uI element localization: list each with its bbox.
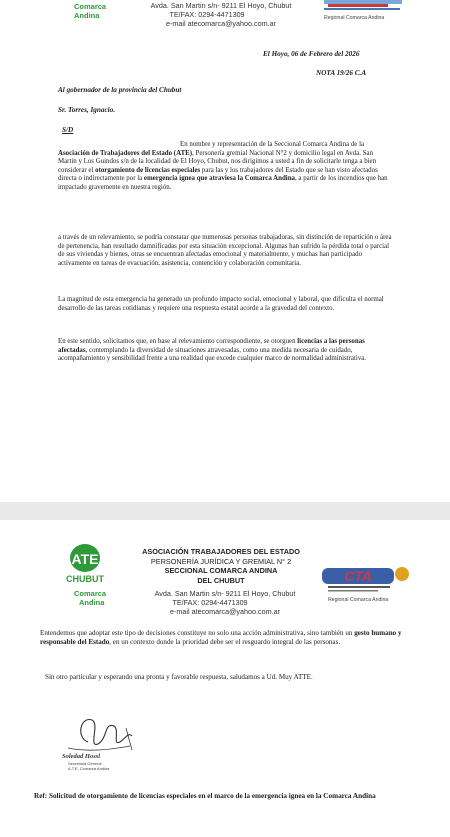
org-name-left: [74, 2, 106, 20]
reference-line: Ref: Solicitud de otorgamiento de licencias especiales en el marco de la emergencia ígnea en la Comarca Andina: [34, 792, 376, 800]
recipient: Al gobernador de la provincia del Chubut: [58, 86, 182, 94]
header-contact: [146, 1, 296, 28]
signature-role: Secretaria General: [68, 761, 102, 766]
p1-text-a: En nombre y representación de la Seccional Comarca Andina de la: [180, 141, 365, 148]
p4-bold-licencias: licencias a las personas afectadas: [58, 338, 365, 354]
header-email-2: e-mail atecomarca@yahoo.com.ar: [170, 607, 280, 616]
p2-bold-gesto: gesto humano y responsable del Estado: [40, 629, 402, 646]
p2-paragraph-1: [40, 629, 410, 647]
signature-org: A.T.E. Comarca Andina: [68, 766, 110, 771]
header-regional: Regional Comarca Andina: [324, 15, 385, 21]
header-address-2: Avda. San Martin s/n- 9211 El Hoyo, Chubut: [154, 589, 296, 598]
header-org-name: ASOCIACIÓN TRABAJADORES DEL ESTADO: [142, 547, 300, 556]
org-name-left-2: [74, 589, 106, 607]
paragraph-1: [58, 141, 388, 193]
salutation: Sr. Torres, Ignacio.: [58, 106, 116, 114]
p2-text-a: Entendemos que adoptar este tipo de decisiones constituye no solo una acción administrativa, sino también un: [40, 629, 355, 637]
ate-logo-subtext: CHUBUT: [66, 574, 104, 584]
header-contact-2: [145, 589, 305, 616]
p1-bold-licencias: otorgamiento de licencias especiales: [95, 166, 201, 174]
paragraph-3: La magnitud de esta emergencia ha generado un profundo impacto social, emocional y laboral, que dificulta el normal desarrollo de las tareas cotidianas y requiere una respuesta estatal acorde a la gravedad del contexto.: [58, 296, 384, 312]
header-seccional: SECCIONAL COMARCA ANDINA: [164, 566, 278, 575]
org-name-line1-2: Comarca: [74, 589, 107, 598]
ate-logo-icon: [62, 542, 108, 586]
paragraph-2: a través de un relevamiento, se podría constatar que numerosas personas trabajadoras, sin distinción de repartición o área de pertenencia, han resultado damnificadas por esta situación excepcional. Algunas han sufrido la pérdida total o parcial de sus viviendas y bienes, otras se encuentran afectadas emocional y materialmente, y muchas han participado activamente en tareas de evacuación, asistencia, contención y colaboración comunitaria.: [58, 234, 392, 267]
org-name-line2-2: Andina: [79, 598, 105, 607]
p2-text-c: , en un contexto donde la prioridad debe ser el resguardo integral de las personas.: [109, 638, 341, 646]
note-number: NOTA 19/26 C.A: [316, 69, 367, 77]
org-name-line2: Andina: [74, 11, 100, 20]
org-name-line1: Comarca: [74, 2, 107, 11]
p4-text-c: , contemplando la diversidad de situaciones atravesadas, como una medida necesaria de cuidado, acompañamiento y sensibilidad frente a una realidad que excede cualquier marco de normalidad administrativa.: [58, 346, 367, 363]
cta-logo-text: CTA: [344, 568, 372, 584]
p1-text-g: , a partir de los incendios que han impactado gravemente en nuestra región.: [58, 175, 388, 191]
signature-icon: [58, 708, 143, 774]
signature-name: Soledad Hossl: [62, 753, 101, 760]
p4-text-a: En este sentido, solicitamos que, en base al relevamiento correspondiente, se otorguen: [58, 338, 298, 345]
ate-logo-text: ATE: [71, 551, 99, 567]
header-email: e-mail atecomarca@yahoo.com.ar: [166, 19, 276, 28]
letter-page-2: [0, 520, 450, 837]
p1-bold-org: Asociación de Trabajadores del Estado (ATE): [58, 149, 193, 157]
p2-paragraph-2: Sin otro particular y esperando una pronta y favorable respuesta, saludamos a Ud. Muy ATTE.: [45, 673, 313, 681]
cta-logo-icon: [322, 0, 404, 14]
header-del-chubut: DEL CHUBUT: [197, 575, 245, 585]
header-telfax-2: TE/FAX: 0294-4471309: [172, 598, 248, 607]
letter-date: El Hoyo, 06 de Febrero del 2026: [263, 50, 360, 58]
header-personeria: PERSONERÍA JURÍDICA Y GREMIAL N° 2: [150, 556, 292, 566]
header-org-block: [142, 547, 300, 585]
header-telfax: TE/FAX: 0294-4471309: [169, 10, 245, 19]
header-regional-2: Regional Comarca Andina: [328, 597, 389, 603]
sd-abbrev: S/D: [62, 126, 74, 134]
p1-text-e: para las y los trabajadores del Estado que se han visto afectados directa o indirectamente por la: [58, 166, 378, 183]
p1-bold-emergencia: emergencia ígnea que atraviesa la Comarca Andina: [143, 175, 295, 183]
cta-logo-icon-2: [320, 564, 412, 594]
paragraph-4: [58, 338, 392, 364]
p1-text-c: , Personería gremial Nacional N°2 y domicilio legal en Avda. San Martin y Los Guindos s/n de la localidad de El Hoyo, Chubut, nos dirigimos a usted a fin de solicitarle tenga a bien considerar el: [58, 149, 377, 174]
header-address: Avda. San Martin s/n- 9211 El Hoyo, Chubut: [150, 1, 292, 10]
